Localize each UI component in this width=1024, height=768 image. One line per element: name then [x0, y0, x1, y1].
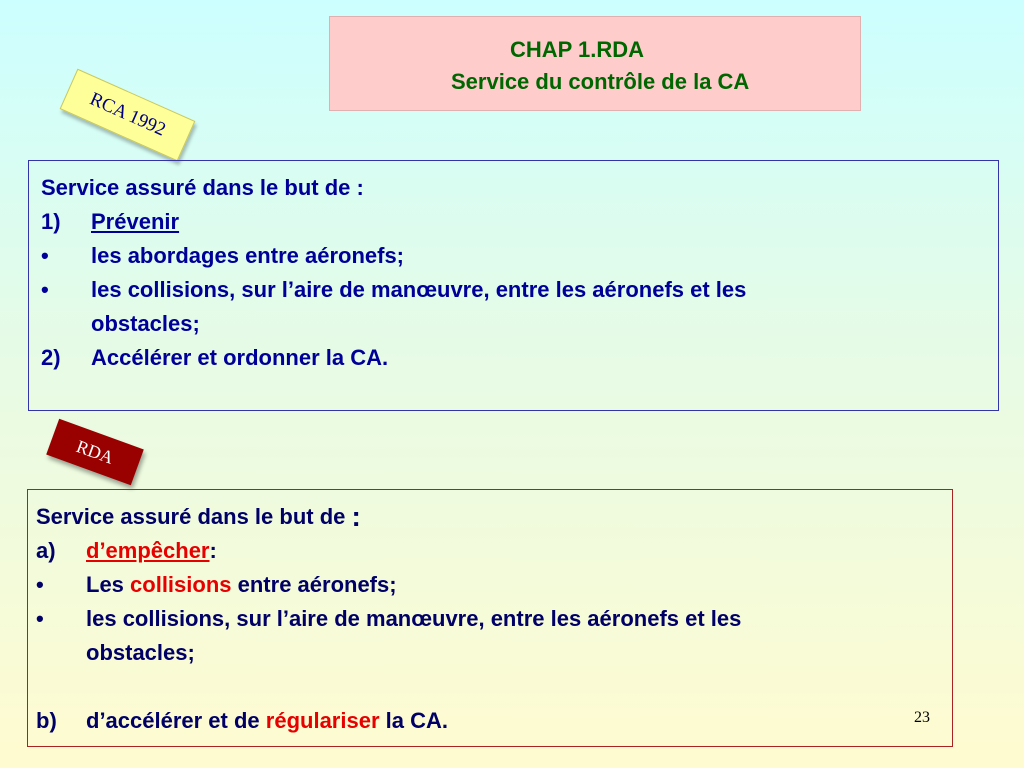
rda-item-b-marker: b)	[36, 708, 57, 733]
rda-bullet-1-emphasis: collisions	[130, 572, 232, 597]
rda-item-b-pre: d’accélérer et de	[86, 708, 266, 733]
rda-item-b	[36, 704, 944, 738]
rca-bullet-1	[41, 239, 986, 273]
rca-item-2-text: Accélérer et ordonner la CA.	[91, 345, 389, 370]
rda-bullet-1-post: entre aéronefs;	[231, 572, 397, 597]
rca-content-box	[28, 160, 999, 411]
rda-item-a-marker: a)	[36, 538, 56, 563]
section-title: Service du contrôle de la CA	[451, 69, 750, 94]
rda-bullet-1	[36, 568, 944, 602]
rca-item-2	[41, 341, 986, 375]
rda-content-box	[27, 489, 953, 747]
page-number: 23	[914, 709, 930, 726]
rda-spacer	[36, 670, 944, 704]
rca-item-2-marker: 2)	[41, 345, 61, 370]
rda-bullet-2-continuation: obstacles;	[86, 640, 195, 665]
rda-intro-colon: :	[351, 501, 361, 532]
rda-bullet-1-marker: •	[36, 572, 44, 597]
rca-bullet-2	[41, 273, 986, 307]
rca-bullet-2-marker: •	[41, 277, 49, 302]
rda-bullet-2	[36, 602, 944, 636]
rca-bullet-2-continuation: obstacles;	[91, 311, 200, 336]
rca-item-1-label: Prévenir	[91, 209, 180, 234]
rda-intro-text: Service assuré dans le but de	[36, 504, 346, 529]
rda-bullet-2-text: les collisions, sur l’aire de manœuvre, entre les aéronefs et les	[86, 606, 742, 631]
rca-1992-tag: RCA 1992	[60, 69, 196, 162]
rda-item-a-label: d’empêcher	[86, 538, 210, 563]
rca-bullet-2-text: les collisions, sur l’aire de manœuvre, entre les aéronefs et les	[91, 277, 747, 302]
rda-item-b-post: la CA.	[379, 708, 448, 733]
slide-title-box	[329, 16, 861, 111]
rda-item-a	[36, 534, 944, 568]
rca-bullet-1-marker: •	[41, 243, 49, 268]
rda-intro	[36, 500, 944, 534]
rda-item-a-colon: :	[209, 538, 217, 563]
rda-bullet-2-marker: •	[36, 606, 44, 631]
rca-intro: Service assuré dans le but de :	[41, 175, 364, 200]
chapter-title: CHAP 1.RDA	[510, 37, 645, 62]
rda-item-b-emphasis: régulariser	[265, 708, 380, 733]
rda-tag: RDA	[46, 419, 144, 485]
rda-bullet-1-pre: Les	[86, 572, 131, 597]
rca-item-1-marker: 1)	[41, 209, 61, 234]
rca-bullet-1-text: les abordages entre aéronefs;	[91, 243, 405, 268]
rca-item-1	[41, 205, 986, 239]
